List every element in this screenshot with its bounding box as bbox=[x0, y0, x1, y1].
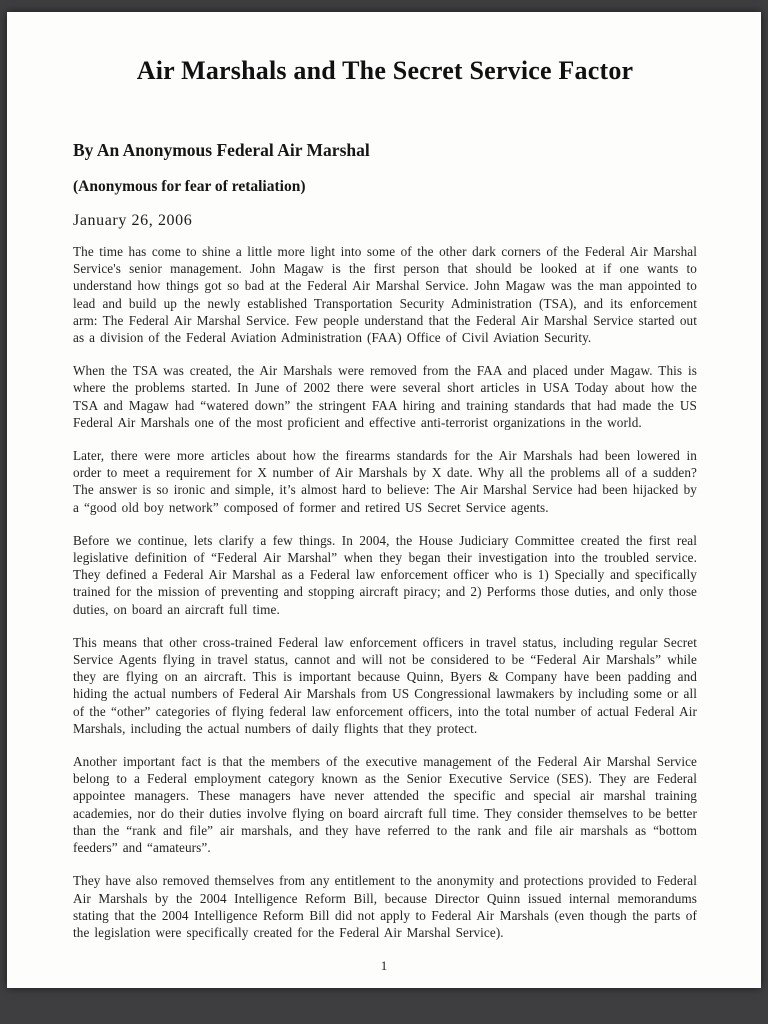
date-line: January 26, 2006 bbox=[73, 212, 193, 229]
paragraph: Another important fact is that the members of the executive management of the Federal Air Marshal Service belong to a Federal employment category known as the Senior Executive Service (SES). They are Federal appointee managers. These managers have never attended the specific and special air marshal training academies, nor do their duties involve flying on board aircraft full time. They consider themselves to be better than the “rank and file” air marshals, and they have referred to the rank and file air marshals as “bottom feeders” and “amateurs”. bbox=[73, 754, 697, 856]
anonymity-note: (Anonymous for fear of retaliation) bbox=[73, 178, 306, 195]
document-body bbox=[73, 243, 697, 941]
paragraph: They have also removed themselves from any entitlement to the anonymity and protections provided to Federal Air Marshals by the 2004 Intelligence Reform Bill, because Director Quinn issued internal memorandums stating that the 2004 Intelligence Reform Bill did not apply to Federal Air Marshals (even though the parts of the legislation were specifically created for the Federal Air Marshal Service). bbox=[73, 873, 697, 940]
paragraph: Later, there were more articles about how the firearms standards for the Air Marshals had been lowered in order to meet a requirement for X number of Air Marshals by X date. Why all the problems all of a sudden? The answer is so ironic and simple, it’s almost hard to believe: The Air Marshal Service had been hijacked by a “good old boy network” composed of former and retired US Secret Service agents. bbox=[73, 448, 697, 515]
byline: By An Anonymous Federal Air Marshal bbox=[73, 140, 370, 160]
document-title: Air Marshals and The Secret Service Factor bbox=[136, 56, 634, 85]
document-page bbox=[7, 12, 761, 988]
paragraph: The time has come to shine a little more light into some of the other dark corners of the Federal Air Marshal Service's senior management. John Magaw is the first person that should be looked at if one wants to understand how things got so bad at the Federal Air Marshal Service. John Magaw was the man appointed to lead and build up the newly established Transportation Security Administration (TSA), and its enforcement arm: The Federal Air Marshal Service. Few people understand that the Federal Air Marshal Service started out as a division of the Federal Aviation Administration (FAA) Office of Civil Aviation Security. bbox=[73, 244, 697, 346]
paragraph: This means that other cross-trained Federal law enforcement officers in travel status, including regular Secret Service Agents flying in travel status, cannot and will not be considered to be “Federal Air Marshals” while they are flying on an aircraft. This is important because Quinn, Byers & Company have been padding and hiding the actual numbers of Federal Air Marshals from US Congressional lawmakers by including some or all of the “other” categories of flying federal law enforcement officers, into the total number of actual Federal Air Marshals, including the actual numbers of daily flights that they protect. bbox=[73, 634, 697, 736]
page-number: 1 bbox=[380, 958, 388, 973]
paragraph: When the TSA was created, the Air Marshals were removed from the FAA and placed under Magaw. This is where the problems started. In June of 2002 there were several short articles in USA Today about how the TSA and Magaw had “watered down” the stringent FAA hiring and training standards that had made the US Federal Air Marshals one of the most proficient and effective anti-terrorist organizations in the world. bbox=[73, 363, 697, 430]
paragraph: Before we continue, lets clarify a few things. In 2004, the House Judiciary Committee created the first real legislative definition of “Federal Air Marshal” when they began their investigation into the troubled service. They defined a Federal Air Marshal as a Federal law enforcement officer who is 1) Specially and specifically trained for the mission of preventing and stopping aircraft piracy; and 2) Performs those duties, and only those duties, on board an aircraft full time. bbox=[73, 532, 697, 617]
